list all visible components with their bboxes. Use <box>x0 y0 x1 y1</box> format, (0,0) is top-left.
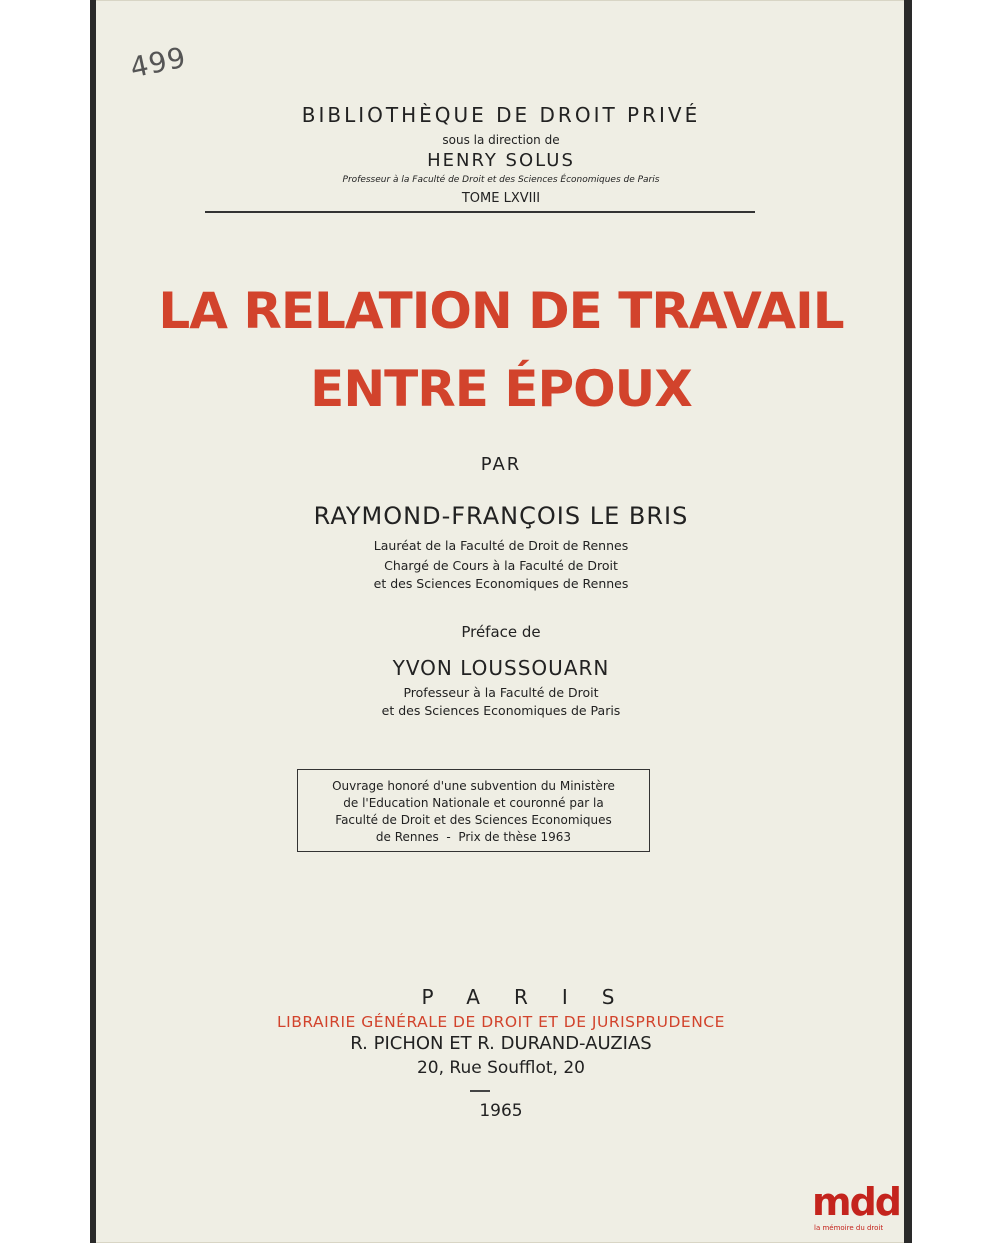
preface-author-credential: Professeur à la Faculté de Droit <box>403 685 599 700</box>
author-credential: Lauréat de la Faculté de Droit de Rennes <box>373 538 629 553</box>
book-title-line-2: ENTRE ÉPOUX <box>310 360 692 418</box>
header-divider <box>205 211 755 213</box>
handwritten-number: 499 <box>127 40 190 85</box>
author-credential: Chargé de Cours à la Faculté de Droit <box>384 558 618 573</box>
publication-city: PARIS <box>421 985 649 1009</box>
preface-label: Préface de <box>461 623 541 641</box>
award-line: de Rennes - Prix de thèse 1963 <box>375 830 572 844</box>
author-name: RAYMOND-FRANÇOIS LE BRIS <box>313 502 689 530</box>
scan-border-left <box>90 0 96 1243</box>
award-box <box>297 769 650 852</box>
by-label: PAR <box>480 454 522 475</box>
logo-tagline: la mémoire du droit <box>814 1224 884 1232</box>
author-credential: et des Sciences Economiques de Rennes <box>373 576 629 591</box>
logo-text: mdd <box>812 1180 900 1224</box>
publisher-address: 20, Rue Soufflot, 20 <box>416 1058 586 1078</box>
award-line: Ouvrage honoré d'une subvention du Ministère <box>332 779 615 793</box>
series-director: HENRY SOLUS <box>427 150 575 171</box>
award-line: de l'Education Nationale et couronné par la <box>343 796 604 810</box>
award-line: Faculté de Droit et des Sciences Economiques <box>335 813 612 827</box>
direction-label: sous la direction de <box>442 133 560 147</box>
book-title-line-1: LA RELATION DE TRAVAIL <box>158 282 844 340</box>
preface-author: YVON LOUSSOUARN <box>392 656 610 680</box>
tome-number: TOME LXVIII <box>461 191 541 206</box>
book-cover <box>92 0 910 1243</box>
publisher-name: LIBRAIRIE GÉNÉRALE DE DROIT ET DE JURISPRUDENCE <box>277 1013 725 1031</box>
mdd-logo <box>812 1180 908 1235</box>
publication-year: 1965 <box>479 1101 523 1121</box>
year-divider <box>470 1090 490 1092</box>
director-title: Professeur à la Faculté de Droit et des Sciences Économiques de Paris <box>342 175 660 185</box>
series-title: BIBLIOTHÈQUE DE DROIT PRIVÉ <box>301 103 701 127</box>
preface-author-credential: et des Sciences Economiques de Paris <box>381 703 621 718</box>
printers-name: R. PICHON ET R. DURAND-AUZIAS <box>350 1033 652 1054</box>
scan-border-right <box>904 0 912 1243</box>
